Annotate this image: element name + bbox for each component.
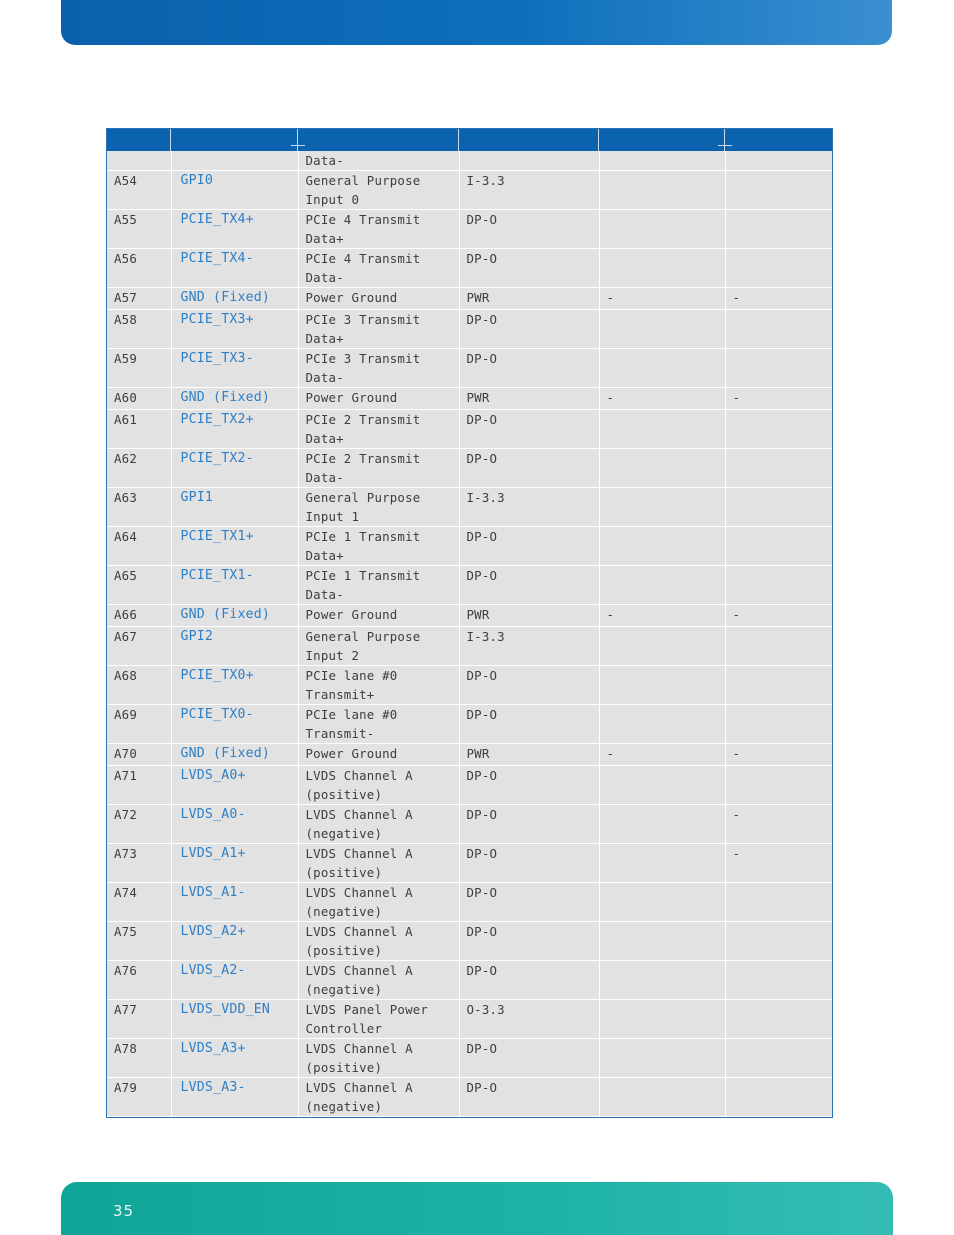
table-header <box>107 129 832 151</box>
signal-description: LVDS Channel A (positive) <box>298 766 459 805</box>
pin-cell: A72 <box>107 805 171 844</box>
signal-name: LVDS_A2- <box>171 961 298 1000</box>
column-6-value <box>725 1078 832 1117</box>
signal-type: DP-O <box>459 705 599 744</box>
column-5-value <box>599 1078 725 1117</box>
signal-type: DP-O <box>459 766 599 805</box>
signal-description: LVDS Channel A (negative) <box>298 883 459 922</box>
table-row <box>107 566 832 605</box>
signal-type: DP-O <box>459 883 599 922</box>
column-5-value <box>599 488 725 527</box>
column-6-value <box>725 449 832 488</box>
signal-description: General Purpose Input 0 <box>298 171 459 210</box>
signal-type: DP-O <box>459 961 599 1000</box>
signal-name: LVDS_A2+ <box>171 922 298 961</box>
header-tick <box>718 145 732 151</box>
pin-cell: A70 <box>107 744 171 766</box>
signal-name: PCIE_TX0- <box>171 705 298 744</box>
column-5-value <box>599 310 725 349</box>
table-row <box>107 922 832 961</box>
pin-cell: A79 <box>107 1078 171 1117</box>
signal-description: PCIe 3 Transmit Data+ <box>298 310 459 349</box>
pin-cell: A73 <box>107 844 171 883</box>
signal-type: DP-O <box>459 805 599 844</box>
column-5-value <box>599 883 725 922</box>
signal-description: Power Ground <box>298 605 459 627</box>
signal-description: PCIe 4 Transmit Data- <box>298 249 459 288</box>
column-6-value: - <box>725 744 832 766</box>
table-row <box>107 844 832 883</box>
table-row <box>107 744 832 766</box>
signal-name: PCIE_TX1- <box>171 566 298 605</box>
column-5-value <box>599 349 725 388</box>
pin-cell: A59 <box>107 349 171 388</box>
column-6-value: - <box>725 288 832 310</box>
column-5-value <box>599 527 725 566</box>
column-6-value: - <box>725 805 832 844</box>
column-5-value <box>599 766 725 805</box>
signal-name: LVDS_VDD_EN <box>171 1000 298 1039</box>
signal-type: I-3.3 <box>459 627 599 666</box>
pin-cell: A67 <box>107 627 171 666</box>
signal-description: Power Ground <box>298 744 459 766</box>
table-row <box>107 705 832 744</box>
signal-description: PCIe 2 Transmit Data- <box>298 449 459 488</box>
column-5-value: - <box>599 605 725 627</box>
column-6-value <box>725 310 832 349</box>
header-tick <box>291 145 305 151</box>
column-6-value: - <box>725 605 832 627</box>
column-6-value <box>725 766 832 805</box>
signal-type: DP-O <box>459 249 599 288</box>
signal-description: Power Ground <box>298 288 459 310</box>
signal-description: LVDS Channel A (positive) <box>298 844 459 883</box>
signal-name: PCIE_TX1+ <box>171 527 298 566</box>
signal-name: GPI2 <box>171 627 298 666</box>
pinout-table <box>106 128 833 1118</box>
table-row <box>107 388 832 410</box>
pin-cell: A60 <box>107 388 171 410</box>
signal-name: GND (Fixed) <box>171 388 298 410</box>
pin-cell: A68 <box>107 666 171 705</box>
column-6-value <box>725 249 832 288</box>
signal-description: Power Ground <box>298 388 459 410</box>
top-banner <box>61 0 892 45</box>
column-5-value <box>599 1000 725 1039</box>
column-6-value <box>725 171 832 210</box>
table-row <box>107 349 832 388</box>
signal-type: DP-O <box>459 410 599 449</box>
table-row <box>107 288 832 310</box>
table-row <box>107 961 832 1000</box>
signal-description: PCIe 1 Transmit Data+ <box>298 527 459 566</box>
column-6-value <box>725 1039 832 1078</box>
signal-name: GND (Fixed) <box>171 744 298 766</box>
pin-cell: A56 <box>107 249 171 288</box>
signal-description: LVDS Panel Power Controller <box>298 1000 459 1039</box>
table-row <box>107 410 832 449</box>
signal-description: LVDS Channel A (negative) <box>298 961 459 1000</box>
signal-type: DP-O <box>459 449 599 488</box>
column-6-value <box>725 627 832 666</box>
signal-description: LVDS Channel A (negative) <box>298 805 459 844</box>
signal-type: DP-O <box>459 310 599 349</box>
signal-type: DP-O <box>459 1078 599 1117</box>
signal-description: LVDS Channel A (negative) <box>298 1078 459 1117</box>
signal-description: PCIe lane #0 Transmit+ <box>298 666 459 705</box>
pin-cell: A64 <box>107 527 171 566</box>
pin-cell: A77 <box>107 1000 171 1039</box>
column-6-value: - <box>725 388 832 410</box>
signal-name: LVDS_A1- <box>171 883 298 922</box>
column-6-value <box>725 1000 832 1039</box>
header-cell-pin <box>107 129 171 151</box>
column-5-value <box>599 410 725 449</box>
signal-name: GND (Fixed) <box>171 605 298 627</box>
table-row <box>107 1000 832 1039</box>
table-row <box>107 1078 832 1117</box>
column-6-value <box>725 666 832 705</box>
column-5-value <box>599 922 725 961</box>
table-row <box>107 449 832 488</box>
column-6-value: - <box>725 844 832 883</box>
pin-cell: A76 <box>107 961 171 1000</box>
column-6-value <box>725 883 832 922</box>
column-5-value: - <box>599 744 725 766</box>
pinout-table-body <box>107 151 832 1117</box>
column-6-value <box>725 566 832 605</box>
pin-cell: A54 <box>107 171 171 210</box>
signal-type: DP-O <box>459 666 599 705</box>
table-row <box>107 605 832 627</box>
signal-name: PCIE_TX3- <box>171 349 298 388</box>
column-6-value <box>725 961 832 1000</box>
column-5-value <box>599 961 725 1000</box>
table-row <box>107 488 832 527</box>
signal-type: PWR <box>459 744 599 766</box>
pin-cell: A78 <box>107 1039 171 1078</box>
column-6-value <box>725 151 832 171</box>
pin-cell: A69 <box>107 705 171 744</box>
pin-cell: A75 <box>107 922 171 961</box>
table-row <box>107 151 832 171</box>
table-row <box>107 249 832 288</box>
signal-description: PCIe 3 Transmit Data- <box>298 349 459 388</box>
signal-description: PCIe 2 Transmit Data+ <box>298 410 459 449</box>
header-cell-type <box>459 129 599 151</box>
pin-cell: A71 <box>107 766 171 805</box>
column-5-value <box>599 705 725 744</box>
signal-name: LVDS_A0- <box>171 805 298 844</box>
pin-cell: A65 <box>107 566 171 605</box>
signal-name: LVDS_A3- <box>171 1078 298 1117</box>
signal-type: I-3.3 <box>459 171 599 210</box>
signal-description: PCIe 4 Transmit Data+ <box>298 210 459 249</box>
signal-description: Data- <box>298 151 459 171</box>
header-cell-signal <box>171 129 298 151</box>
signal-name: GPI0 <box>171 171 298 210</box>
table-row <box>107 627 832 666</box>
signal-name: PCIE_TX4+ <box>171 210 298 249</box>
column-5-value <box>599 449 725 488</box>
column-5-value <box>599 1039 725 1078</box>
pin-cell: A63 <box>107 488 171 527</box>
header-cell-description <box>298 129 459 151</box>
column-5-value <box>599 844 725 883</box>
signal-name: PCIE_TX2+ <box>171 410 298 449</box>
column-6-value <box>725 210 832 249</box>
table-row <box>107 666 832 705</box>
signal-description: LVDS Channel A (positive) <box>298 922 459 961</box>
signal-type: DP-O <box>459 1039 599 1078</box>
pin-cell <box>107 151 171 171</box>
pin-cell: A57 <box>107 288 171 310</box>
signal-type: PWR <box>459 388 599 410</box>
header-cell-col5 <box>599 129 725 151</box>
signal-type: DP-O <box>459 527 599 566</box>
column-6-value <box>725 410 832 449</box>
table-row <box>107 210 832 249</box>
signal-name: PCIE_TX0+ <box>171 666 298 705</box>
pin-cell: A66 <box>107 605 171 627</box>
signal-type: PWR <box>459 605 599 627</box>
signal-description: PCIe 1 Transmit Data- <box>298 566 459 605</box>
signal-type: DP-O <box>459 210 599 249</box>
signal-name: PCIE_TX3+ <box>171 310 298 349</box>
signal-type: DP-O <box>459 922 599 961</box>
table-row <box>107 805 832 844</box>
column-5-value <box>599 210 725 249</box>
signal-name: PCIE_TX2- <box>171 449 298 488</box>
signal-name <box>171 151 298 171</box>
signal-type <box>459 151 599 171</box>
signal-name: GPI1 <box>171 488 298 527</box>
column-5-value: - <box>599 288 725 310</box>
signal-name: LVDS_A1+ <box>171 844 298 883</box>
column-6-value <box>725 349 832 388</box>
column-6-value <box>725 705 832 744</box>
signal-description: General Purpose Input 1 <box>298 488 459 527</box>
pin-cell: A74 <box>107 883 171 922</box>
column-6-value <box>725 527 832 566</box>
table-row <box>107 1039 832 1078</box>
signal-name: LVDS_A3+ <box>171 1039 298 1078</box>
signal-type: I-3.3 <box>459 488 599 527</box>
signal-type: DP-O <box>459 844 599 883</box>
signal-name: LVDS_A0+ <box>171 766 298 805</box>
table-row <box>107 310 832 349</box>
column-5-value <box>599 249 725 288</box>
column-6-value <box>725 922 832 961</box>
footer-banner <box>61 1182 893 1235</box>
column-5-value <box>599 171 725 210</box>
pin-cell: A62 <box>107 449 171 488</box>
column-5-value <box>599 666 725 705</box>
column-5-value <box>599 805 725 844</box>
signal-type: PWR <box>459 288 599 310</box>
signal-name: GND (Fixed) <box>171 288 298 310</box>
column-5-value <box>599 151 725 171</box>
signal-type: DP-O <box>459 349 599 388</box>
page-number: 35 <box>113 1202 135 1220</box>
column-5-value <box>599 566 725 605</box>
signal-description: LVDS Channel A (positive) <box>298 1039 459 1078</box>
table-row <box>107 766 832 805</box>
column-5-value: - <box>599 388 725 410</box>
pin-cell: A55 <box>107 210 171 249</box>
column-6-value <box>725 488 832 527</box>
signal-description: PCIe lane #0 Transmit- <box>298 705 459 744</box>
signal-name: PCIE_TX4- <box>171 249 298 288</box>
table-row <box>107 171 832 210</box>
table-row <box>107 527 832 566</box>
signal-description: General Purpose Input 2 <box>298 627 459 666</box>
column-5-value <box>599 627 725 666</box>
signal-type: DP-O <box>459 566 599 605</box>
pin-cell: A58 <box>107 310 171 349</box>
signal-type: O-3.3 <box>459 1000 599 1039</box>
pin-cell: A61 <box>107 410 171 449</box>
table-row <box>107 883 832 922</box>
